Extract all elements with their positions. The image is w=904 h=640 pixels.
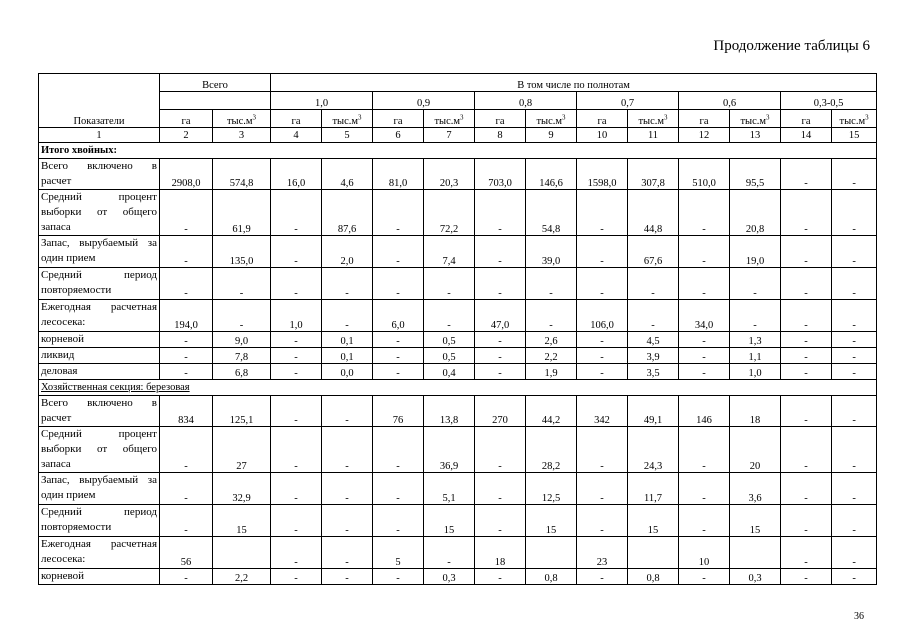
cell-value: -	[475, 364, 526, 380]
cell-value: -	[271, 537, 322, 569]
cell-value: -	[160, 348, 213, 364]
table-row	[39, 159, 877, 190]
column-number: 9	[526, 128, 577, 143]
cell-value: 2,2	[213, 569, 271, 585]
table-row	[39, 300, 877, 332]
column-number: 7	[424, 128, 475, 143]
cell-value: -	[373, 569, 424, 585]
unit-m3-sup: 3	[460, 113, 464, 122]
header-row-2	[39, 92, 877, 110]
cell-value: -	[679, 505, 730, 537]
cell-value: -	[832, 236, 877, 268]
table-row	[39, 332, 877, 348]
unit-m3	[322, 110, 373, 128]
cell-value: -	[373, 427, 424, 473]
cell-value: 574,8	[213, 159, 271, 190]
column-number: 10	[577, 128, 628, 143]
row-label: Запас, вырубаемый за один прием	[39, 473, 160, 505]
cell-value: 18	[730, 396, 781, 427]
unit-ha: га	[373, 110, 424, 128]
cell-value: -	[271, 236, 322, 268]
cell-value: -	[322, 300, 373, 332]
cell-value: 24,3	[628, 427, 679, 473]
cell-value: -	[475, 348, 526, 364]
cell-value: -	[679, 268, 730, 300]
column-number: 6	[373, 128, 424, 143]
cell-value: 36,9	[424, 427, 475, 473]
cell-value: 0,1	[322, 332, 373, 348]
cell-value: 0,5	[424, 332, 475, 348]
row-label: Средний период повторяемости	[39, 268, 160, 300]
cell-value: -	[271, 473, 322, 505]
cell-value: 2,6	[526, 332, 577, 348]
cell-value: 10	[679, 537, 730, 569]
cell-value: -	[373, 364, 424, 380]
unit-m3-text: тыс.м	[226, 116, 253, 127]
cell-value: 1,1	[730, 348, 781, 364]
cell-value: -	[373, 332, 424, 348]
cell-value: -	[832, 569, 877, 585]
cell-value: -	[628, 300, 679, 332]
header-density: 0,3-0,5	[781, 92, 877, 110]
cell-value: -	[271, 348, 322, 364]
cell-value: -	[577, 569, 628, 585]
header-indicators: Показатели	[39, 74, 160, 128]
cell-value: 23	[577, 537, 628, 569]
cell-value: 0,8	[628, 569, 679, 585]
unit-m3-text: тыс.м	[434, 116, 461, 127]
cell-value: -	[679, 332, 730, 348]
cell-value: 44,8	[628, 190, 679, 236]
cell-value: -	[679, 190, 730, 236]
cell-value: -	[730, 268, 781, 300]
column-number: 13	[730, 128, 781, 143]
unit-m3	[424, 110, 475, 128]
header-total-blank	[160, 92, 271, 110]
unit-ha: га	[271, 110, 322, 128]
cell-value: -	[781, 427, 832, 473]
cell-value: -	[526, 300, 577, 332]
cell-value: -	[781, 159, 832, 190]
cell-value: -	[213, 300, 271, 332]
cell-value: -	[832, 190, 877, 236]
cell-value: 4,5	[628, 332, 679, 348]
row-label: Ежегодная расчетная лесосека:	[39, 537, 160, 569]
cell-value: 6,0	[373, 300, 424, 332]
cell-value: 76	[373, 396, 424, 427]
cell-value: -	[373, 268, 424, 300]
cell-value	[526, 537, 577, 569]
cell-value: -	[781, 348, 832, 364]
cell-value: -	[781, 190, 832, 236]
header-row-1	[39, 74, 877, 92]
table-row	[39, 190, 877, 236]
cell-value: -	[271, 396, 322, 427]
cell-value: -	[832, 332, 877, 348]
cell-value: 67,6	[628, 236, 679, 268]
section-title-row	[39, 143, 877, 159]
cell-value	[628, 537, 679, 569]
unit-m3-text: тыс.м	[332, 116, 359, 127]
cell-value: -	[271, 332, 322, 348]
unit-m3	[213, 110, 271, 128]
cell-value: 3,5	[628, 364, 679, 380]
cell-value: 2,2	[526, 348, 577, 364]
cell-value: 54,8	[526, 190, 577, 236]
cell-value: -	[271, 505, 322, 537]
cell-value: 32,9	[213, 473, 271, 505]
cell-value: -	[679, 236, 730, 268]
cell-value: 34,0	[679, 300, 730, 332]
cell-value: -	[577, 268, 628, 300]
cell-value: -	[781, 332, 832, 348]
cell-value: 1,9	[526, 364, 577, 380]
cell-value: 72,2	[424, 190, 475, 236]
cell-value: 0,3	[730, 569, 781, 585]
unit-m3-text: тыс.м	[740, 116, 767, 127]
cell-value: -	[373, 236, 424, 268]
unit-ha: га	[475, 110, 526, 128]
cell-value: -	[160, 364, 213, 380]
section-title	[39, 143, 877, 159]
unit-m3-text: тыс.м	[536, 116, 563, 127]
cell-value: 3,9	[628, 348, 679, 364]
cell-value: -	[781, 505, 832, 537]
cell-value: 95,5	[730, 159, 781, 190]
cell-value: 342	[577, 396, 628, 427]
cell-value: -	[213, 268, 271, 300]
header-density: 0,9	[373, 92, 475, 110]
unit-m3-sup: 3	[252, 113, 257, 122]
cell-value: -	[832, 348, 877, 364]
column-numbers-row	[39, 128, 877, 143]
unit-m3-text: тыс.м	[638, 116, 665, 127]
cell-value: -	[781, 537, 832, 569]
cell-value: -	[160, 268, 213, 300]
cell-value: 39,0	[526, 236, 577, 268]
header-density: 1,0	[271, 92, 373, 110]
cell-value: 4,6	[322, 159, 373, 190]
cell-value: -	[475, 190, 526, 236]
cell-value: 2,0	[322, 236, 373, 268]
cell-value: 28,2	[526, 427, 577, 473]
cell-value: -	[832, 505, 877, 537]
column-number: 8	[475, 128, 526, 143]
unit-m3-text: тыс.м	[839, 116, 866, 127]
cell-value: -	[577, 190, 628, 236]
cell-value: 11,7	[628, 473, 679, 505]
cell-value: 15	[213, 505, 271, 537]
row-label: корневой	[39, 332, 160, 348]
cell-value: 0,4	[424, 364, 475, 380]
table-row	[39, 427, 877, 473]
cell-value: 5	[373, 537, 424, 569]
unit-m3-sup: 3	[865, 113, 869, 122]
cell-value: -	[577, 332, 628, 348]
cell-value: 135,0	[213, 236, 271, 268]
cell-value: -	[271, 569, 322, 585]
cell-value: 0,3	[424, 569, 475, 585]
cell-value: -	[781, 236, 832, 268]
column-number: 12	[679, 128, 730, 143]
cell-value: 12,5	[526, 473, 577, 505]
table-row	[39, 537, 877, 569]
cell-value: -	[322, 505, 373, 537]
cell-value: -	[832, 268, 877, 300]
cell-value: 0,1	[322, 348, 373, 364]
row-label: деловая	[39, 364, 160, 380]
cell-value: 834	[160, 396, 213, 427]
row-label: Всего включено в расчет	[39, 159, 160, 190]
header-density: 0,7	[577, 92, 679, 110]
cell-value: -	[475, 332, 526, 348]
column-number: 3	[213, 128, 271, 143]
cell-value: -	[322, 569, 373, 585]
cell-value: -	[271, 427, 322, 473]
cell-value: 6,8	[213, 364, 271, 380]
cell-value: -	[679, 364, 730, 380]
cell-value: 3,6	[730, 473, 781, 505]
column-number: 15	[832, 128, 877, 143]
section-title-text: Хозяйственная секция: березовая	[41, 382, 190, 393]
header-density: 0,6	[679, 92, 781, 110]
cell-value: -	[373, 505, 424, 537]
cell-value: 1,0	[730, 364, 781, 380]
cell-value: -	[475, 505, 526, 537]
cell-value: -	[730, 300, 781, 332]
cell-value: -	[577, 427, 628, 473]
cell-value: 19,0	[730, 236, 781, 268]
cell-value: 15	[526, 505, 577, 537]
cell-value: -	[832, 364, 877, 380]
row-label: корневой	[39, 569, 160, 585]
cell-value: -	[577, 505, 628, 537]
cell-value: -	[160, 427, 213, 473]
cell-value: -	[832, 427, 877, 473]
cell-value: -	[526, 268, 577, 300]
cell-value: -	[271, 364, 322, 380]
cell-value: 27	[213, 427, 271, 473]
cell-value: -	[160, 190, 213, 236]
unit-m3	[730, 110, 781, 128]
forest-table	[38, 73, 877, 585]
column-number: 5	[322, 128, 373, 143]
cell-value: -	[424, 537, 475, 569]
cell-value: 15	[730, 505, 781, 537]
cell-value: -	[679, 473, 730, 505]
header-by-density: В том числе по полнотам	[271, 74, 877, 92]
cell-value: -	[322, 268, 373, 300]
cell-value: -	[475, 473, 526, 505]
cell-value: 47,0	[475, 300, 526, 332]
cell-value: 9,0	[213, 332, 271, 348]
unit-m3	[832, 110, 877, 128]
cell-value: -	[322, 537, 373, 569]
cell-value: -	[781, 300, 832, 332]
cell-value: -	[832, 473, 877, 505]
cell-value: 194,0	[160, 300, 213, 332]
cell-value: 146	[679, 396, 730, 427]
cell-value: 49,1	[628, 396, 679, 427]
row-label: Запас, вырубаемый за один прием	[39, 236, 160, 268]
header-density: 0,8	[475, 92, 577, 110]
cell-value: 18	[475, 537, 526, 569]
unit-m3	[628, 110, 679, 128]
cell-value: 81,0	[373, 159, 424, 190]
cell-value: -	[424, 300, 475, 332]
cell-value: 0,5	[424, 348, 475, 364]
cell-value: -	[832, 159, 877, 190]
cell-value: -	[577, 473, 628, 505]
page-number: 36	[854, 611, 864, 622]
row-label: Средний процент выборки от общего запаса	[39, 427, 160, 473]
cell-value: -	[781, 364, 832, 380]
section-title-text: Итого хвойных:	[41, 145, 117, 156]
cell-value: -	[577, 236, 628, 268]
unit-ha: га	[781, 110, 832, 128]
cell-value: -	[160, 332, 213, 348]
column-number: 11	[628, 128, 679, 143]
cell-value: -	[679, 427, 730, 473]
cell-value: 44,2	[526, 396, 577, 427]
cell-value: 1598,0	[577, 159, 628, 190]
header-total: Всего	[160, 74, 271, 92]
cell-value: -	[271, 268, 322, 300]
table-row	[39, 348, 877, 364]
table-row	[39, 268, 877, 300]
cell-value: 87,6	[322, 190, 373, 236]
column-number: 1	[39, 128, 160, 143]
cell-value: -	[322, 396, 373, 427]
cell-value: -	[373, 473, 424, 505]
cell-value: 307,8	[628, 159, 679, 190]
row-label: Средний процент выборки от общего запаса	[39, 190, 160, 236]
cell-value: 20,8	[730, 190, 781, 236]
header-units-row	[39, 110, 877, 128]
column-number: 2	[160, 128, 213, 143]
cell-value: 61,9	[213, 190, 271, 236]
column-number: 14	[781, 128, 832, 143]
unit-ha: га	[160, 110, 213, 128]
cell-value: -	[781, 268, 832, 300]
row-label: Всего включено в расчет	[39, 396, 160, 427]
cell-value: 0,0	[322, 364, 373, 380]
table-row	[39, 505, 877, 537]
cell-value: -	[781, 396, 832, 427]
table-row	[39, 396, 877, 427]
cell-value: -	[160, 473, 213, 505]
cell-value: 146,6	[526, 159, 577, 190]
cell-value: -	[577, 348, 628, 364]
cell-value: -	[160, 569, 213, 585]
row-label: ликвид	[39, 348, 160, 364]
unit-ha: га	[577, 110, 628, 128]
table-caption: Продолжение таблицы 6	[713, 38, 870, 54]
unit-m3-sup: 3	[664, 113, 668, 122]
cell-value: -	[475, 569, 526, 585]
cell-value: -	[475, 268, 526, 300]
cell-value: 15	[424, 505, 475, 537]
cell-value: 703,0	[475, 159, 526, 190]
cell-value: -	[679, 569, 730, 585]
section-title-row	[39, 380, 877, 396]
cell-value: 270	[475, 396, 526, 427]
cell-value: -	[322, 427, 373, 473]
table-row	[39, 364, 877, 380]
cell-value: 2908,0	[160, 159, 213, 190]
cell-value: 20,3	[424, 159, 475, 190]
cell-value: 0,8	[526, 569, 577, 585]
section-title	[39, 380, 877, 396]
cell-value: -	[424, 268, 475, 300]
unit-m3-sup: 3	[766, 113, 770, 122]
table-row	[39, 473, 877, 505]
cell-value: 7,4	[424, 236, 475, 268]
cell-value: 5,1	[424, 473, 475, 505]
cell-value: 510,0	[679, 159, 730, 190]
cell-value: 7,8	[213, 348, 271, 364]
cell-value: 13,8	[424, 396, 475, 427]
cell-value: 106,0	[577, 300, 628, 332]
cell-value: -	[475, 236, 526, 268]
cell-value: 20	[730, 427, 781, 473]
table-row	[39, 236, 877, 268]
cell-value: 15	[628, 505, 679, 537]
cell-value: 1,0	[271, 300, 322, 332]
cell-value: -	[832, 396, 877, 427]
row-label: Средний период повторяемости	[39, 505, 160, 537]
cell-value: -	[781, 473, 832, 505]
cell-value: 125,1	[213, 396, 271, 427]
cell-value: -	[628, 268, 679, 300]
cell-value: -	[271, 190, 322, 236]
cell-value: -	[577, 364, 628, 380]
cell-value	[213, 537, 271, 569]
unit-m3-sup: 3	[562, 113, 566, 122]
unit-ha: га	[679, 110, 730, 128]
cell-value: -	[781, 569, 832, 585]
table-row	[39, 569, 877, 585]
cell-value: -	[373, 348, 424, 364]
cell-value: -	[475, 427, 526, 473]
cell-value: 16,0	[271, 159, 322, 190]
cell-value: -	[832, 300, 877, 332]
cell-value: 1,3	[730, 332, 781, 348]
column-number: 4	[271, 128, 322, 143]
cell-value: -	[832, 537, 877, 569]
unit-m3-sup: 3	[358, 113, 362, 122]
cell-value: -	[160, 236, 213, 268]
cell-value	[730, 537, 781, 569]
cell-value: 56	[160, 537, 213, 569]
cell-value: -	[160, 505, 213, 537]
row-label: Ежегодная расчетная лесосека:	[39, 300, 160, 332]
cell-value: -	[373, 190, 424, 236]
cell-value: -	[679, 348, 730, 364]
cell-value: -	[322, 473, 373, 505]
unit-m3	[526, 110, 577, 128]
